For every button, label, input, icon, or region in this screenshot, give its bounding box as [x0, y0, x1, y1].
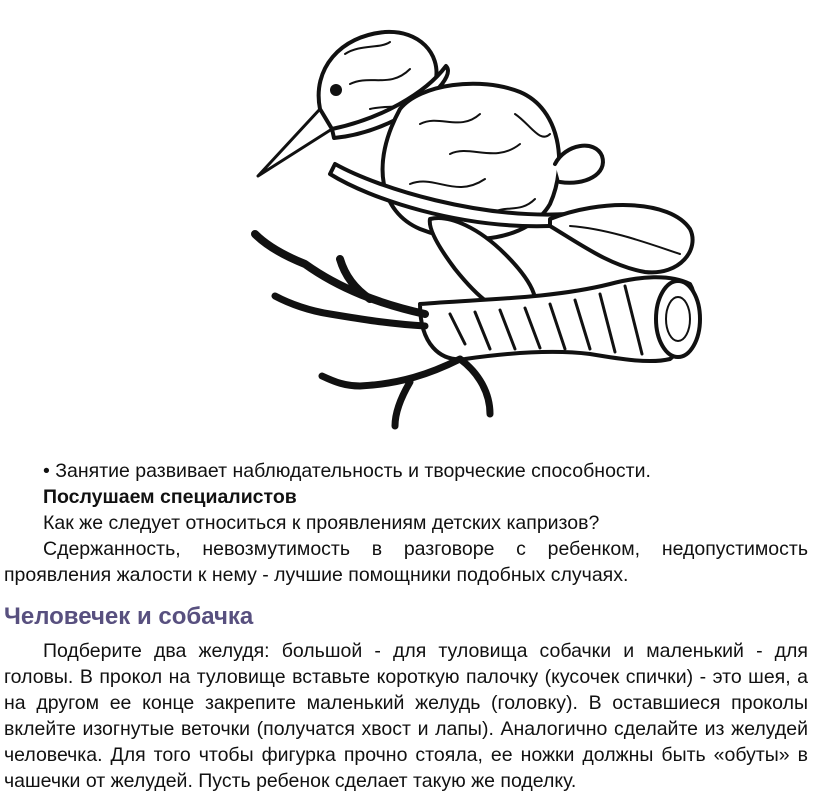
bullet-line: • Занятие развивает наблюдательность и творческие способности.	[43, 460, 651, 482]
bird-on-branch-drawing	[250, 14, 720, 434]
section-title: Человечек и собачка	[4, 603, 254, 630]
section-paragraph-text: Подберите два желудя: большой - для туловища собачки и маленький - для головы. В прокол на туловище вставьте короткую палочку (кусочек спички) - это шея, а на другом ее конце закрепите маленький желудь (головку). В оставшиеся проколы вклейте изогнутые веточки (получатся хвост и лапы). Аналогично сделайте из желудей человечка. Для того чтобы фигурка прочно стояла, ее ножки должны быть «обуты» в чашечки от желудей. Пусть ребенок сделает такую же поделку.	[4, 640, 808, 792]
answer-line-1: Сдержанность, невозмутимость в разговоре с ребенком, недопустимость	[43, 538, 808, 560]
subheading: Послушаем специалистов	[43, 486, 297, 508]
question-line: Как же следует относиться к проявлениям детских капризов?	[43, 512, 600, 534]
answer-line-2: проявления жалости к нему - лучшие помощники подобных случаях.	[4, 564, 629, 586]
document-text	[4, 458, 808, 794]
section-paragraph	[4, 638, 808, 794]
